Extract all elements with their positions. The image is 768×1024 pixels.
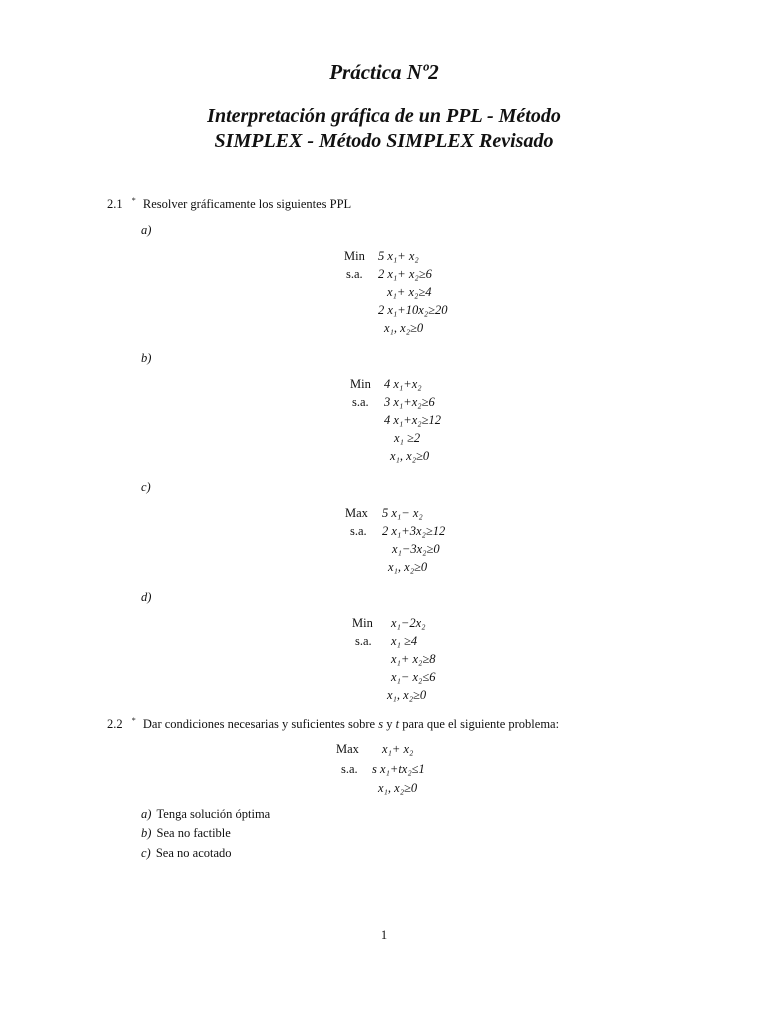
row-keyword: Min [344, 249, 365, 263]
row-expression: 4 x₁+x₂≥12 [384, 413, 441, 427]
exercise-2-2-statement [107, 716, 559, 732]
page-number: 1 [380, 928, 388, 942]
list-item-label: c) [141, 846, 151, 860]
exercise-number: 2.1 [107, 197, 123, 212]
exercise-number: 2.2 [107, 717, 123, 732]
exercise-2-1-statement [107, 196, 351, 212]
page-subtitle [0, 104, 768, 154]
row-expression: 2 x₁+3x₂≥12 [382, 524, 446, 538]
row-expression: x₁+ x₂≥4 [387, 285, 432, 299]
row-expression: 4 x₁+x₂ [384, 377, 422, 391]
row-expression: 2 x₁+ x₂≥6 [378, 267, 432, 281]
row-expression: 5 x₁− x₂ [382, 506, 423, 520]
list-item-label: b) [141, 826, 152, 840]
star-mark: * [131, 716, 136, 725]
conjunction: y [386, 717, 393, 732]
row-expression: x₁, x₂≥0 [384, 321, 424, 335]
star-mark: * [131, 196, 136, 205]
row-expression: x₁, x₂≥0 [388, 560, 428, 574]
item-d-label: d) [141, 590, 152, 604]
list-item-text: Sea no acotado [155, 846, 232, 860]
row-expression: x₁, x₂≥0 [378, 781, 418, 795]
list-item-label: a) [141, 807, 152, 821]
row-keyword: s.a. [350, 524, 367, 538]
row-keyword: Min [352, 616, 373, 630]
list-item-text: Tenga solución óptima [156, 807, 271, 821]
subtitle-line-1: Interpretación gráfica de un PPL - Método [207, 105, 561, 127]
row-expression: x₁− x₂≤6 [391, 670, 436, 684]
row-expression: x₁+ x₂≥8 [391, 652, 436, 666]
list-item-text: Sea no factible [156, 826, 231, 840]
item-b-label: b) [141, 351, 152, 365]
row-keyword: s.a. [341, 762, 358, 776]
row-keyword: Max [345, 506, 368, 520]
row-keyword: Max [336, 742, 359, 756]
item-c-label: c) [141, 480, 151, 494]
row-expression: 3 x₁+x₂≥6 [384, 395, 435, 409]
row-keyword: s.a. [346, 267, 363, 281]
row-expression: x₁−3x₂≥0 [392, 542, 440, 556]
row-expression: x₁ ≥2 [394, 431, 421, 445]
list-item [141, 826, 231, 841]
list-item [141, 807, 270, 822]
exercise-text-end: para que el siguiente problema: [402, 717, 560, 732]
variable-s: s [378, 717, 384, 732]
row-expression: 5 x₁+ x₂ [378, 249, 419, 263]
row-expression: x₁+ x₂ [382, 742, 414, 756]
row-keyword: s.a. [355, 634, 372, 648]
row-keyword: s.a. [352, 395, 369, 409]
subtitle-line-2: SIMPLEX - Método SIMPLEX Revisado [214, 130, 554, 152]
row-keyword: Min [350, 377, 371, 391]
row-expression: 2 x₁+10x₂≥20 [378, 303, 448, 317]
row-expression: s x₁+tx₂≤1 [372, 762, 425, 776]
exercise-text: Resolver gráficamente los siguientes PPL [142, 197, 352, 212]
row-expression: x₁, x₂≥0 [387, 688, 427, 702]
row-expression: x₁−2x₂ [391, 616, 426, 630]
list-item [141, 846, 232, 861]
item-a-label: a) [141, 223, 152, 237]
row-expression: x₁, x₂≥0 [390, 449, 430, 463]
row-expression: x₁ ≥4 [391, 634, 418, 648]
page-title: Práctica Nº2 [329, 60, 439, 84]
exercise-text: Dar condiciones necesarias y suficientes sobre [142, 717, 376, 732]
variable-t: t [395, 717, 400, 732]
